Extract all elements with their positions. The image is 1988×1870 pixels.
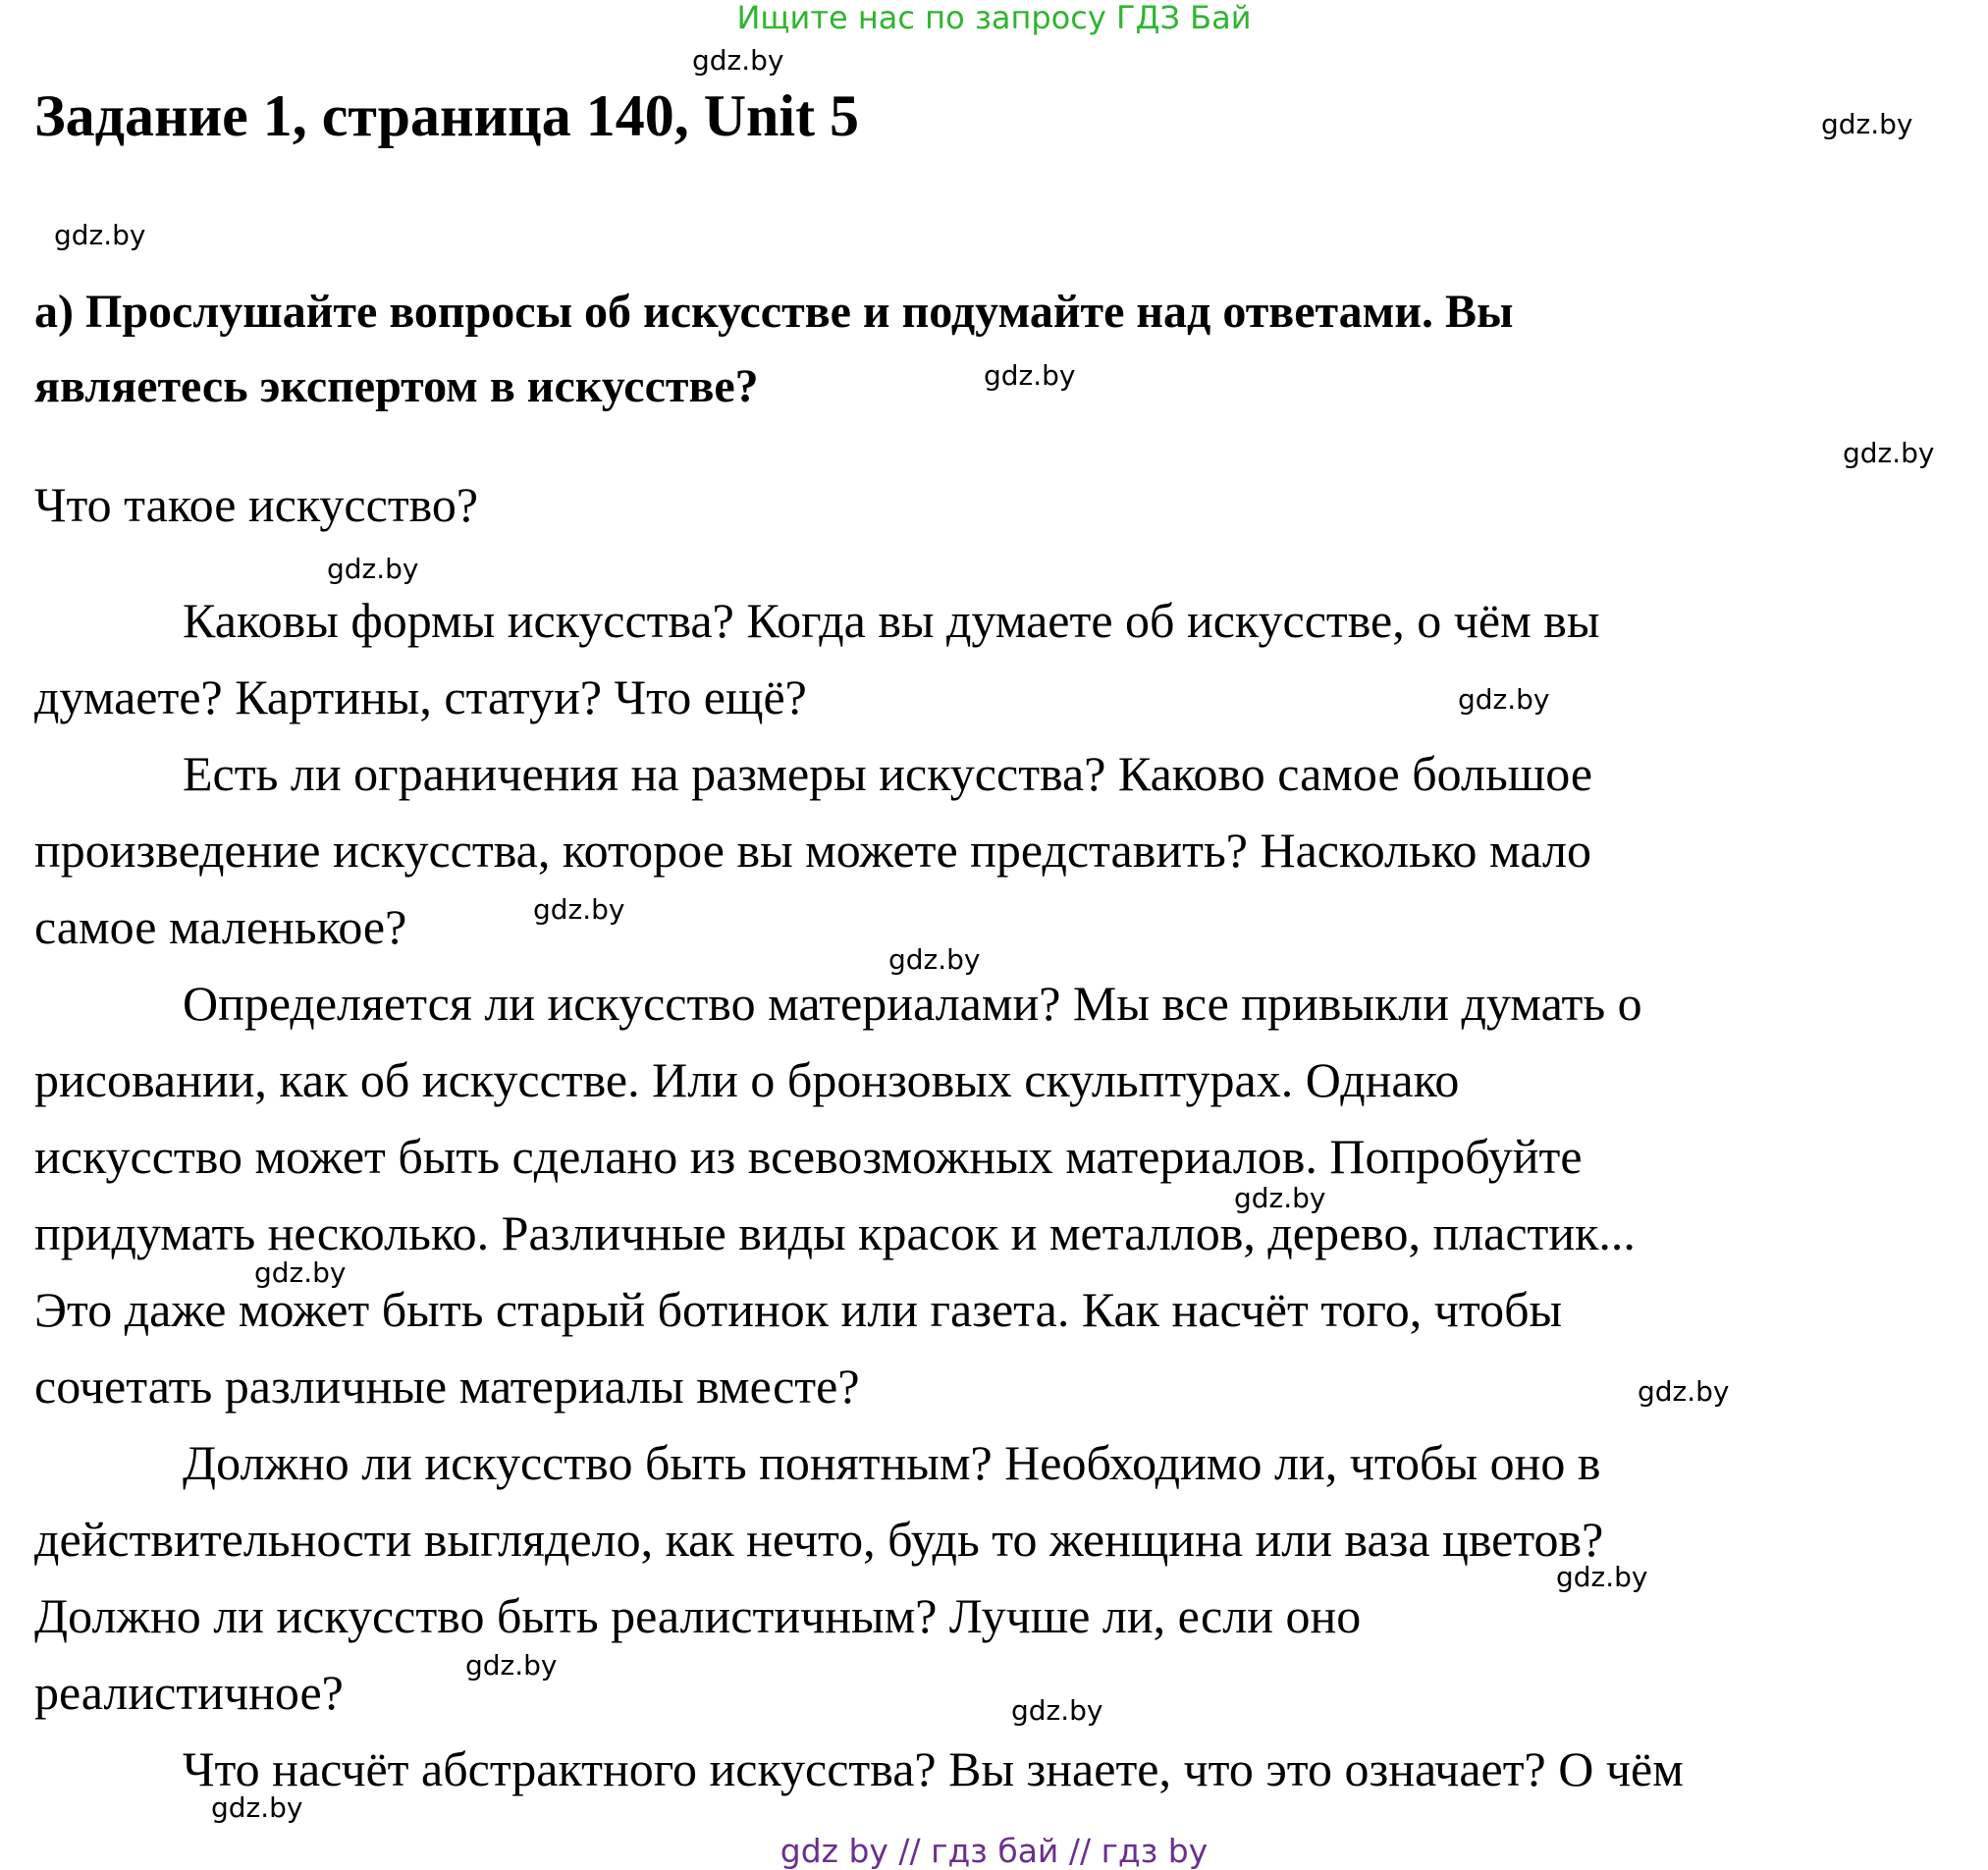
watermark: gdz.by [54, 219, 146, 251]
watermark: gdz.by [1234, 1182, 1326, 1214]
watermark: gdz.by [254, 1256, 347, 1289]
watermark: gdz.by [533, 893, 625, 926]
body-line: Что насчёт абстрактного искусства? Вы знаете, что это означает? О чём [183, 1741, 1684, 1796]
body-line: произведение искусства, которое вы можете представить? Насколько мало [34, 823, 1591, 878]
watermark: gdz.by [984, 359, 1076, 392]
body-line: рисовании, как об искусстве. Или о бронзовых скульптурах. Однако [34, 1052, 1460, 1107]
watermark: gdz.by [1843, 437, 1935, 469]
watermark: gdz.by [327, 553, 419, 585]
watermark: gdz.by [888, 943, 981, 976]
body-line: Есть ли ограничения на размеры искусства? Каково самое большое [183, 746, 1593, 801]
body-line: думаете? Картины, статуи? Что ещё? [34, 669, 807, 724]
body-line: Должно ли искусство быть реалистичным? Лучше ли, если оно [34, 1588, 1362, 1643]
promo-banner: Ищите нас по запросу ГДЗ Бай [736, 0, 1252, 36]
body-line: придумать несколько. Различные виды красок и металлов, дерево, пластик... [34, 1205, 1636, 1260]
footer-watermark: gdz by // гдз бай // гдз by [779, 1832, 1209, 1870]
watermark: gdz.by [1458, 683, 1550, 716]
body-line: сочетать различные материалы вместе? [34, 1359, 860, 1414]
watermark: gdz.by [1638, 1375, 1730, 1408]
body-line: Каковы формы искусства? Когда вы думаете об искусстве, о чём вы [183, 593, 1600, 648]
body-line: Должно ли искусство быть понятным? Необходимо ли, чтобы оно в [183, 1435, 1601, 1490]
watermark: gdz.by [465, 1649, 558, 1682]
page-title: Задание 1, страница 140, Unit 5 [34, 83, 860, 148]
watermark: gdz.by [1011, 1694, 1103, 1727]
body-line: Определяется ли искусство материалами? Мы все привыкли думать о [183, 976, 1642, 1031]
body-line: действительности выглядело, как нечто, будь то женщина или ваза цветов? [34, 1512, 1604, 1567]
body-line: реалистичное? [34, 1665, 344, 1720]
body-line: Что такое искусство? [34, 477, 479, 532]
watermark: gdz.by [1556, 1561, 1648, 1593]
body-line: Это даже может быть старый ботинок или газета. Как насчёт того, чтобы [34, 1282, 1563, 1337]
watermark: gdz.by [1821, 108, 1913, 140]
watermark: gdz.by [692, 44, 784, 77]
body-line: искусство может быть сделано из всевозможных материалов. Попробуйте [34, 1129, 1583, 1184]
task-heading-line-2: являетесь экспертом в искусстве? [34, 360, 759, 412]
task-heading-line-1: а) Прослушайте вопросы об искусстве и подумайте над ответами. Вы [34, 286, 1514, 338]
body-line: самое маленькое? [34, 899, 407, 954]
watermark: gdz.by [211, 1791, 303, 1824]
